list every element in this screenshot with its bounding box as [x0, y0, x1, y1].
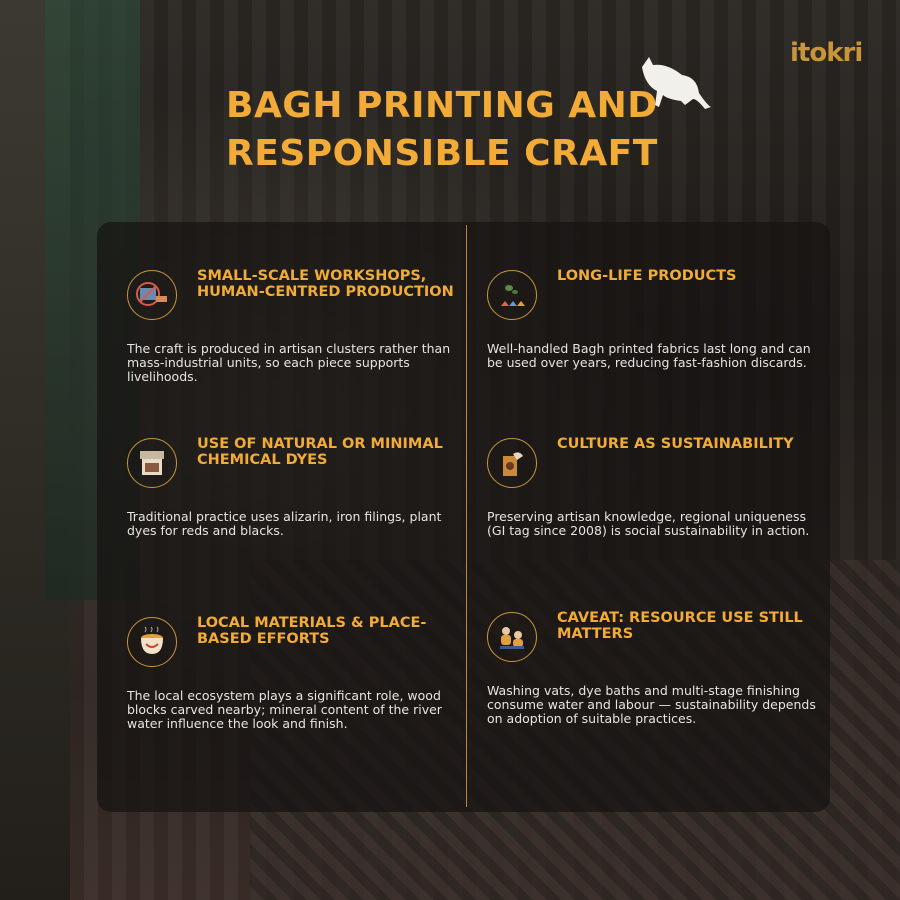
page-title	[226, 82, 658, 178]
item-title: SMALL-SCALE WORKSHOPS, HUMAN-CENTRED PRODUCTION	[197, 268, 454, 300]
artisans-icon	[487, 612, 537, 662]
workshop-icon	[127, 270, 177, 320]
item-body: Preserving artisan knowledge, regional uniqueness (GI tag since 2008) is social sustainability in action.	[487, 509, 810, 538]
title-line-2: RESPONSIBLE CRAFT	[226, 133, 658, 174]
printed-fabric-icon	[487, 438, 537, 488]
title-line-1: BAGH PRINTING AND	[226, 85, 658, 126]
brand-logo: itokri	[790, 38, 863, 68]
item-title: USE OF NATURAL OR MINIMAL CHEMICAL DYES	[197, 436, 443, 468]
column-divider	[466, 225, 467, 807]
item-body: Traditional practice uses alizarin, iron filings, plant dyes for reds and blacks.	[127, 509, 442, 538]
item-body: Well-handled Bagh printed fabrics last long and can be used over years, reducing fast-fashion discards.	[487, 341, 811, 370]
item-title: CAVEAT: RESOURCE USE STILL MATTERS	[557, 610, 803, 642]
item-body: The craft is produced in artisan clusters rather than mass-industrial units, so each piece supports livelihoods.	[127, 341, 451, 384]
boiling-pot-icon	[127, 617, 177, 667]
item-body: The local ecosystem plays a significant role, wood blocks carved nearby; mineral content of the river water influence the look and finish.	[127, 688, 442, 731]
leaves-dyes-icon	[487, 270, 537, 320]
shop-icon	[127, 438, 177, 488]
item-body: Washing vats, dye baths and multi-stage finishing consume water and labour — sustainability depends on adoption of suitable practices.	[487, 683, 816, 726]
item-title: LONG-LIFE PRODUCTS	[557, 268, 737, 284]
item-title: CULTURE AS SUSTAINABILITY	[557, 436, 794, 452]
item-title: LOCAL MATERIALS & PLACE-BASED EFFORTS	[197, 615, 427, 647]
